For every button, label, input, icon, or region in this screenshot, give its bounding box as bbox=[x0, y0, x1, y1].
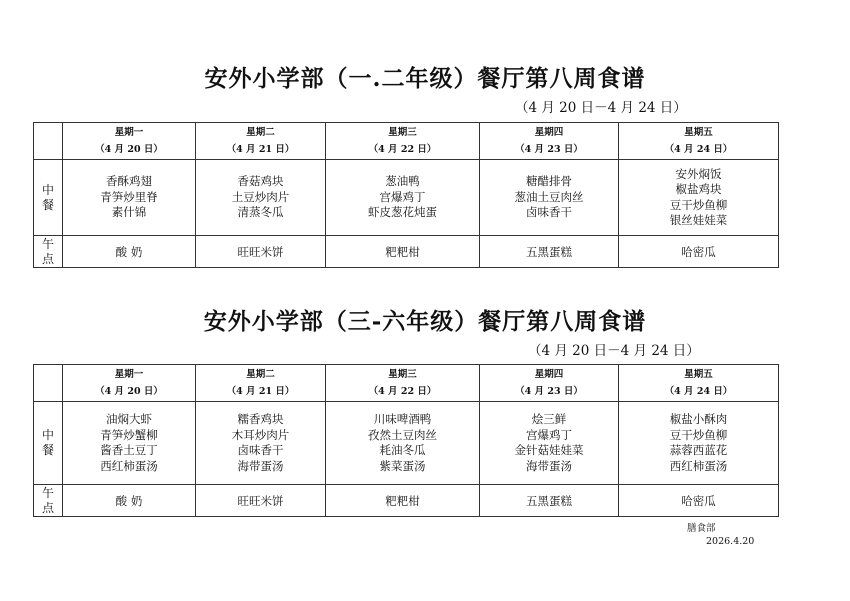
dish: 宫爆鸡丁 bbox=[379, 189, 426, 204]
dish: 清蒸冬瓜 bbox=[237, 205, 284, 220]
corner-cell bbox=[34, 123, 63, 160]
dish: 豆干炒鱼柳 bbox=[669, 197, 728, 212]
snack-cell: 旺旺米饼 bbox=[196, 236, 326, 268]
day-date: （4 月 23 日） bbox=[515, 386, 583, 397]
dish: 孜然土豆肉丝 bbox=[368, 427, 437, 442]
snack-cell: 五黑蛋糕 bbox=[480, 236, 619, 268]
snack-cell: 酸 奶 bbox=[63, 485, 196, 517]
weekday: 星期五 bbox=[684, 369, 713, 380]
lunch-cell bbox=[480, 402, 619, 485]
dish: 香酥鸡翅 bbox=[106, 174, 152, 189]
day-date: （4 月 21 日） bbox=[226, 144, 295, 155]
dish: 银丝娃娃菜 bbox=[669, 213, 728, 227]
lunch-label-char: 餐 bbox=[41, 197, 54, 212]
dish: 西红柿蛋汤 bbox=[669, 458, 728, 473]
dish: 葱油鸭 bbox=[385, 174, 420, 189]
menu-title-grades-1-2: 安外小学部（一.二年级）餐厅第八周食谱 bbox=[204, 65, 646, 92]
snack-cell: 哈密瓜 bbox=[619, 485, 779, 517]
lunch-cell bbox=[619, 402, 779, 485]
dish: 豆干炒鱼柳 bbox=[669, 427, 728, 442]
day-header bbox=[63, 365, 196, 402]
dish: 椒盐鸡块 bbox=[675, 182, 722, 196]
day-date: （4 月 20 日） bbox=[95, 144, 163, 155]
dish: 葱油土豆肉丝 bbox=[514, 189, 584, 204]
weekday: 星期三 bbox=[388, 127, 417, 138]
day-header bbox=[326, 365, 480, 402]
corner-cell bbox=[34, 365, 63, 402]
snack-cell: 粑粑柑 bbox=[326, 485, 480, 517]
day-header bbox=[196, 123, 326, 160]
day-date: （4 月 22 日） bbox=[368, 144, 437, 155]
lunch-label-char: 中 bbox=[41, 182, 54, 197]
dish: 油焖大虾 bbox=[106, 412, 152, 426]
weekday: 星期四 bbox=[534, 369, 564, 380]
snack-cell: 酸 奶 bbox=[63, 236, 196, 268]
dish: 糯香鸡块 bbox=[237, 412, 284, 426]
dish: 椒盐小酥肉 bbox=[669, 412, 728, 426]
menu-table-grades-1-2 bbox=[33, 122, 779, 268]
day-date: （4 月 20 日） bbox=[95, 386, 163, 397]
dish: 卤味香干 bbox=[526, 205, 572, 220]
lunch-cell bbox=[326, 160, 480, 236]
day-date: （4 月 24 日） bbox=[664, 386, 733, 397]
snack-label bbox=[34, 236, 63, 268]
snack-cell: 粑粑柑 bbox=[326, 236, 480, 268]
dish: 西红柿蛋汤 bbox=[100, 458, 158, 473]
lunch-cell bbox=[63, 160, 196, 236]
lunch-label-char: 中 bbox=[41, 428, 54, 442]
snack-cell: 五黑蛋糕 bbox=[480, 485, 619, 517]
date-range-grades-3-6: （4 月 20 日－4 月 24 日） bbox=[528, 343, 700, 359]
dish: 青笋炒蟹柳 bbox=[100, 427, 158, 442]
day-header bbox=[196, 365, 326, 402]
weekday: 星期二 bbox=[246, 369, 275, 380]
dish: 金针菇娃娃菜 bbox=[514, 443, 584, 457]
day-header bbox=[480, 123, 619, 160]
lunch-row bbox=[34, 160, 779, 236]
footer-department: 膳食部 bbox=[687, 523, 716, 534]
day-header bbox=[619, 365, 779, 402]
day-date: （4 月 22 日） bbox=[368, 386, 437, 397]
snack-cell: 旺旺米饼 bbox=[196, 485, 326, 517]
dish: 青笋炒里脊 bbox=[100, 189, 158, 204]
snack-label-char: 午 bbox=[41, 485, 54, 500]
dish: 烩三鲜 bbox=[531, 412, 567, 426]
day-header bbox=[63, 123, 196, 160]
dish: 安外焖饭 bbox=[675, 166, 722, 181]
snack-label-char: 点 bbox=[41, 500, 54, 515]
menu-title-grades-3-6: 安外小学部（三-六年级）餐厅第八周食谱 bbox=[203, 308, 647, 335]
snack-label bbox=[34, 485, 63, 517]
footer-date: 2026.4.20 bbox=[706, 536, 755, 547]
day-date: （4 月 21 日） bbox=[226, 386, 295, 397]
snack-label-char: 午 bbox=[41, 236, 54, 251]
snack-cell: 哈密瓜 bbox=[619, 236, 779, 268]
dish: 木耳炒肉片 bbox=[231, 427, 290, 442]
weekday: 星期一 bbox=[114, 369, 144, 380]
dish: 酱香土豆丁 bbox=[100, 443, 158, 457]
dish: 土豆炒肉片 bbox=[231, 189, 290, 204]
day-header bbox=[326, 123, 480, 160]
snack-label-char: 点 bbox=[41, 251, 54, 266]
day-date: （4 月 23 日） bbox=[515, 144, 583, 155]
dish: 卤味香干 bbox=[237, 443, 284, 457]
dish: 紫菜蛋汤 bbox=[379, 458, 426, 473]
weekday: 星期三 bbox=[388, 369, 417, 380]
dish: 宫爆鸡丁 bbox=[526, 427, 572, 442]
lunch-cell bbox=[196, 160, 326, 236]
header-row bbox=[34, 365, 779, 402]
date-range-grades-1-2: （4 月 20 日－4 月 24 日） bbox=[515, 100, 687, 116]
lunch-row bbox=[34, 402, 779, 485]
dish: 海带蛋汤 bbox=[526, 458, 572, 473]
snack-row bbox=[34, 236, 779, 268]
dish: 香菇鸡块 bbox=[237, 174, 284, 189]
dish: 海带蛋汤 bbox=[237, 458, 284, 473]
lunch-cell bbox=[63, 402, 196, 485]
weekday: 星期二 bbox=[246, 127, 275, 138]
lunch-cell bbox=[196, 402, 326, 485]
lunch-label-char: 餐 bbox=[41, 443, 54, 457]
dish: 虾皮葱花炖蛋 bbox=[368, 205, 437, 220]
header-row bbox=[34, 123, 779, 160]
weekday: 星期四 bbox=[534, 127, 564, 138]
dish: 糖醋排骨 bbox=[526, 174, 572, 189]
weekday: 星期一 bbox=[114, 127, 144, 138]
lunch-cell bbox=[619, 160, 779, 236]
dish: 耗油冬瓜 bbox=[379, 443, 426, 457]
day-date: （4 月 24 日） bbox=[664, 144, 733, 155]
dish: 素什锦 bbox=[111, 205, 147, 220]
weekday: 星期五 bbox=[684, 127, 713, 138]
lunch-label bbox=[34, 402, 63, 485]
menu-table-grades-3-6 bbox=[33, 364, 779, 517]
dish: 川味啤酒鸭 bbox=[373, 412, 432, 426]
lunch-cell bbox=[480, 160, 619, 236]
day-header bbox=[480, 365, 619, 402]
lunch-label bbox=[34, 160, 63, 236]
lunch-cell bbox=[326, 402, 480, 485]
dish: 蒜蓉西蓝花 bbox=[669, 443, 728, 457]
snack-row bbox=[34, 485, 779, 517]
day-header bbox=[619, 123, 779, 160]
